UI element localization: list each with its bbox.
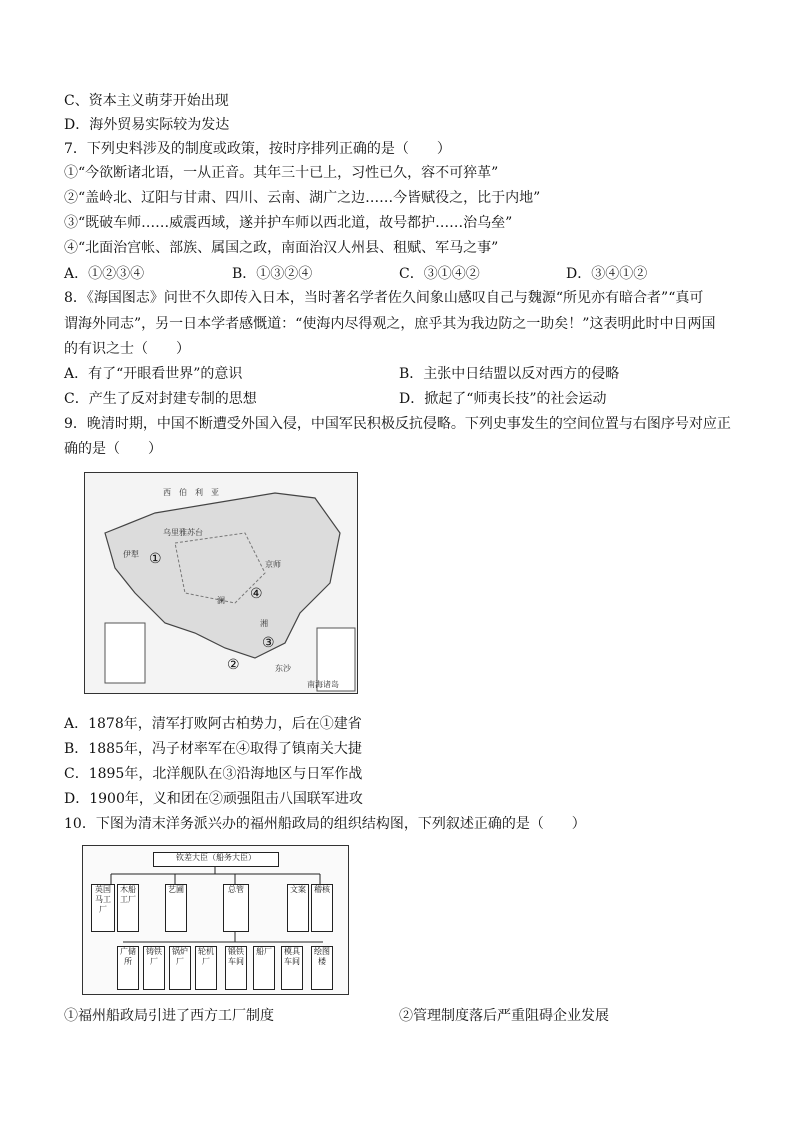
q7-option-d: D．③④①②	[566, 266, 648, 282]
q10-statement-1: ①福州船政局引进了西方工厂制度	[64, 1008, 274, 1024]
q7-option-c: C．③①④②	[399, 266, 480, 282]
org-node-l2-5: 文案	[287, 884, 309, 932]
map-label-ili: 伊犁	[123, 550, 139, 559]
org-node-l3-1: 广储所	[117, 946, 139, 990]
map-marker-2: ②	[227, 657, 240, 673]
map-label-dongsha: 东沙	[275, 664, 291, 673]
map-label-siberia: 西 伯 利 亚	[163, 488, 219, 497]
q8-option-b: B．主张中日结盟以反对西方的侵略	[399, 366, 620, 382]
q8-option-d: D．掀起了“师夷长技”的社会运动	[399, 391, 607, 407]
q8-option-a: A．有了“开眼看世界”的意识	[64, 366, 243, 382]
q7-item-2: ②“盖岭北、辽阳与甘肃、四川、云南、湖广之边……今皆赋役之，比于内地”	[64, 190, 541, 206]
q6-option-c: C、资本主义萌芽开始出现	[64, 93, 229, 109]
q8-stem-line-1: 8．《海国图志》问世不久即传入日本，当时著名学者佐久间象山感叹自己与魏源“所见亦有暗合者”“真可	[64, 290, 704, 306]
org-node-l3-2: 铸铁厂	[143, 946, 165, 990]
org-node-l3-3: 锅炉厂	[169, 946, 191, 990]
org-top-node: 钦差大臣（船务大臣）	[153, 852, 279, 867]
map-marker-1: ①	[149, 551, 162, 567]
q9-option-a: A．1878年，清军打败阿古柏势力，后在①建省	[64, 716, 362, 732]
org-chart-figure	[82, 845, 349, 995]
org-node-l2-6: 稽核	[311, 884, 333, 932]
q9-stem-line-2: 确的是（ ）	[64, 441, 162, 457]
org-node-l3-7: 模具车间	[281, 946, 303, 990]
map-label-lan: 澜	[217, 596, 225, 605]
q7-item-3: ③“既破车师……威震西域，遂并护车师以西北道，故号都护……治乌垒”	[64, 215, 513, 231]
map-label-capital: 京师	[265, 560, 281, 569]
map-label-xiang: 湘	[260, 619, 268, 628]
qing-map-figure	[84, 472, 358, 694]
q9-option-b: B．1885年，冯子材率军在④取得了镇南关大捷	[64, 741, 362, 757]
org-node-l3-4: 轮机厂	[195, 946, 217, 990]
q7-option-a: A．①②③④	[64, 266, 145, 282]
org-node-l3-8: 绘图楼	[311, 946, 333, 990]
map-marker-4: ④	[250, 586, 263, 602]
q8-option-c: C．产生了反对封建专制的思想	[64, 391, 257, 407]
q7-stem: 7．下列史料涉及的制度或政策，按时序排列正确的是（ ）	[64, 141, 451, 157]
org-node-l2-4: 总管	[223, 884, 249, 932]
org-node-l2-2: 木船工厂	[117, 884, 139, 932]
q10-stem: 10．下图为清末洋务派兴办的福州船政局的组织结构图，下列叙述正确的是（ ）	[64, 816, 586, 832]
q10-statement-2: ②管理制度落后严重阻碍企业发展	[399, 1008, 609, 1024]
map-marker-3: ③	[262, 635, 275, 651]
org-node-l2-3: 艺圃	[165, 884, 187, 932]
map-outline	[85, 473, 357, 693]
q8-stem-line-3: 的有识之士（ ）	[64, 341, 190, 357]
q9-option-d: D．1900年，义和团在②顽强阻击八国联军进攻	[64, 791, 363, 807]
q8-stem-line-2: 谓海外同志”，另一日本学者感慨道：“使海内尽得观之，庶乎其为我边防之一助矣！”这表明此时中日两国	[64, 316, 716, 332]
org-node-l3-6: 船厂	[253, 946, 275, 990]
q7-item-1: ①“今欲断诸北语，一从正音。其年三十已上，习性已久，容不可猝革”	[64, 165, 499, 181]
q6-option-d: D．海外贸易实际较为发达	[64, 117, 230, 133]
q9-stem-line-1: 9．晚清时期，中国不断遭受外国入侵，中国军民积极反抗侵略。下列史事发生的空间位置与右图序号对应正	[64, 416, 731, 432]
org-node-l3-5: 锻铁车间	[225, 946, 247, 990]
map-label-south-sea-islands: 南海诸岛	[307, 680, 339, 689]
q7-item-4: ④“北面治宫帐、部族、属国之政，南面治汉人州县、租赋、军马之事”	[64, 240, 499, 256]
q9-option-c: C．1895年，北洋舰队在③沿海地区与日军作战	[64, 766, 363, 782]
org-node-l2-1: 英国马工厂	[91, 884, 115, 932]
map-label-uliastai: 乌里雅苏台	[163, 528, 203, 537]
q7-option-b: B．①③②④	[232, 266, 313, 282]
